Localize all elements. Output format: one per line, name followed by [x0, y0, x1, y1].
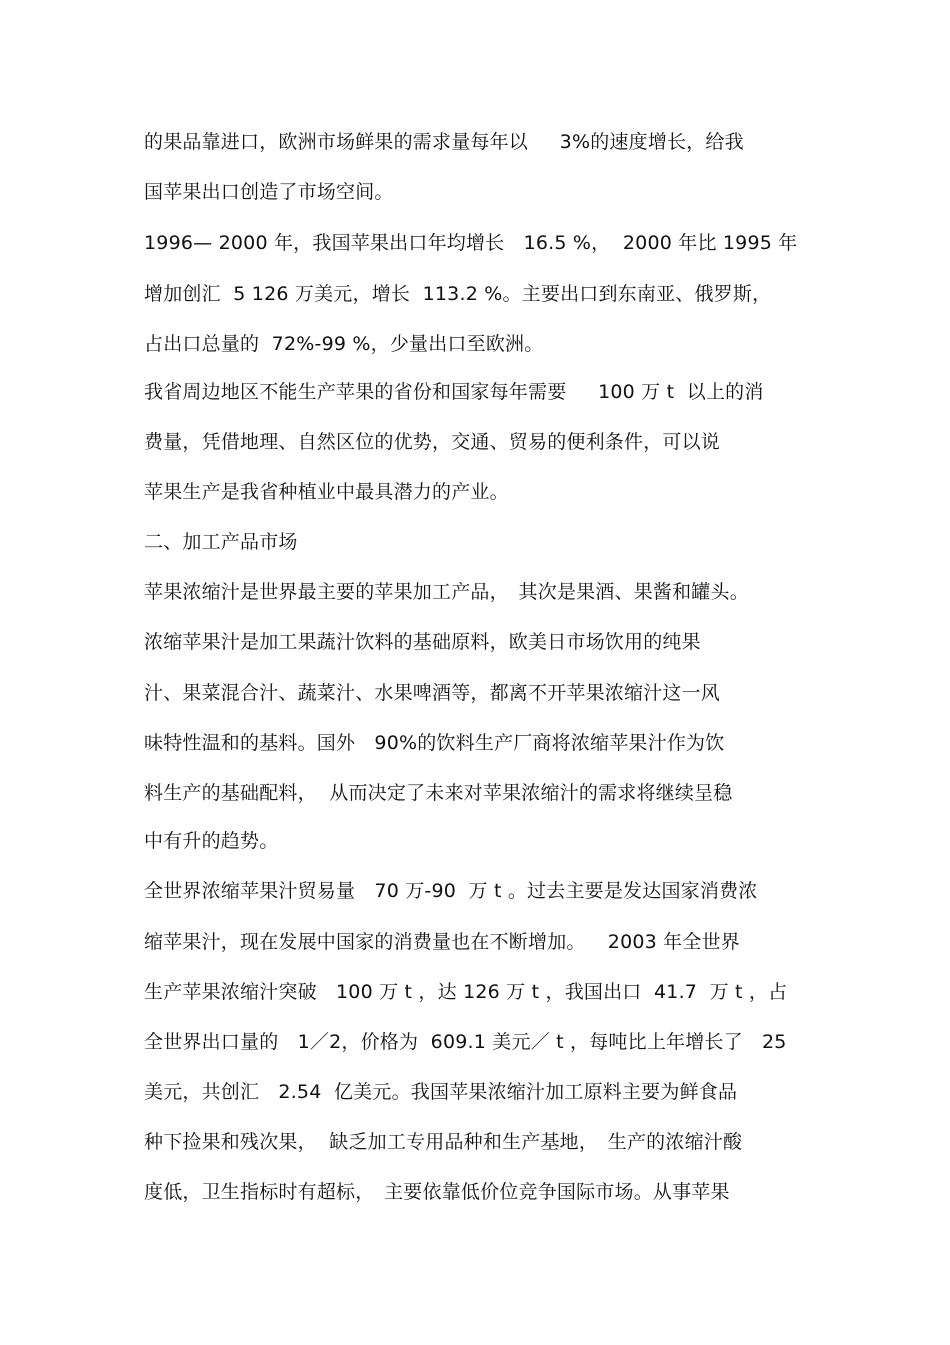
text-line: 苹果浓缩汁是世界最主要的苹果加工产品， 其次是果酒、果酱和罐头。 — [144, 581, 749, 603]
text-line: 汁、果菜混合汁、蔬菜汁、水果啤酒等，都离不开苹果浓缩汁这一风 — [144, 682, 721, 704]
text-line: 全世界浓缩苹果汁贸易量 70 万-90 万 t 。过去主要是发达国家消费浓 — [144, 880, 758, 902]
text-line: 1996— 2000 年，我国苹果出口年均增长 16.5 %， 2000 年比 1995 年 — [144, 232, 798, 254]
text-line: 味特性温和的基料。国外 90%的饮料生产厂商将浓缩苹果汁作为饮 — [144, 732, 725, 754]
text-line: 浓缩苹果汁是加工果蔬汁饮料的基础原料，欧美日市场饮用的纯果 — [144, 631, 701, 653]
text-line: 种下捡果和残次果， 缺乏加工专用品种和生产基地， 生产的浓缩汁酸 — [144, 1131, 743, 1153]
text-line: 苹果生产是我省种植业中最具潜力的产业。 — [144, 481, 509, 503]
text-line: 国苹果出口创造了市场空间。 — [144, 181, 394, 203]
text-line: 占出口总量的 72%-99 %，少量出口至欧洲。 — [144, 333, 544, 355]
text-line: 增加创汇 5 126 万美元，增长 113.2 %。主要出口到东南亚、俄罗斯， — [144, 283, 772, 305]
text-line: 中有升的趋势。 — [144, 830, 279, 852]
text-line: 费量，凭借地理、自然区位的优势，交通、贸易的便利条件，可以说 — [144, 431, 721, 453]
text-line: 的果品靠进口，欧洲市场鲜果的需求量每年以 3%的速度增长，给我 — [144, 131, 744, 153]
text-line: 生产苹果浓缩汁突破 100 万 t ，达 126 万 t ，我国出口 41.7 万 t ，占 — [144, 981, 788, 1003]
text-line: 度低，卫生指标时有超标， 主要依靠低价位竞争国际市场。从事苹果 — [144, 1181, 730, 1203]
text-line: 缩苹果汁，现在发展中国家的消费量也在不断增加。 2003 年全世界 — [144, 931, 740, 953]
section-heading: 二、加工产品市场 — [144, 531, 298, 553]
text-line: 全世界出口量的 1／2，价格为 609.1 美元／ t ，每吨比上年增长了 25 — [144, 1031, 787, 1053]
text-line: 美元，共创汇 2.54 亿美元。我国苹果浓缩汁加工原料主要为鲜食品 — [144, 1081, 738, 1103]
text-line: 我省周边地区不能生产苹果的省份和国家每年需要 100 万 t 以上的消 — [144, 381, 764, 403]
text-line: 料生产的基础配料， 从而决定了未来对苹果浓缩汁的需求将继续呈稳 — [144, 782, 733, 804]
